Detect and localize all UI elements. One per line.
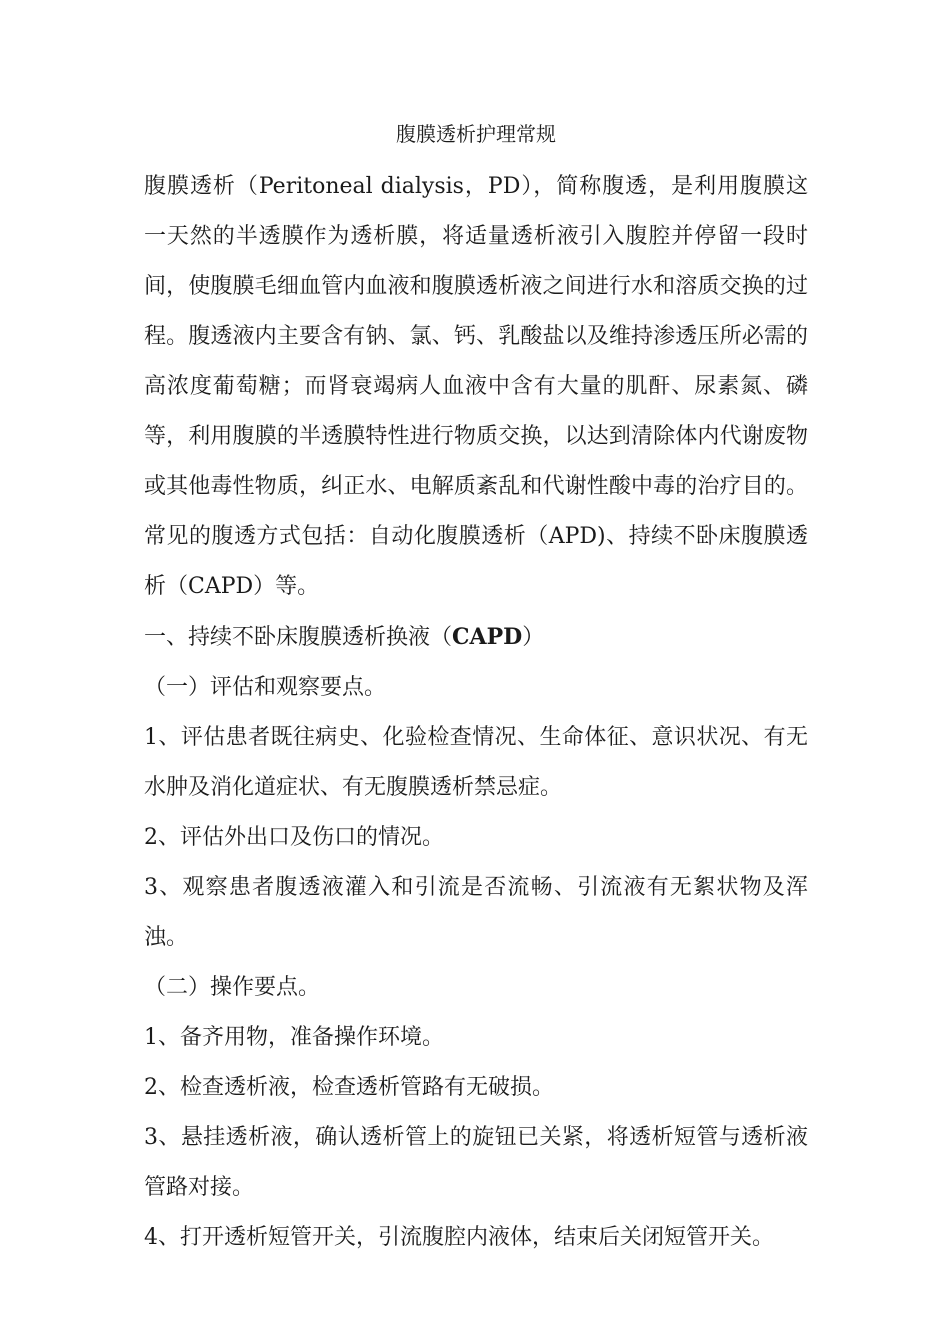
list-item: 2、评估外出口及伤口的情况。: [144, 825, 444, 850]
list-item: 2、检查透析液，检查透析管路有无破损。: [144, 1075, 554, 1100]
document-title: 腹膜透析护理常规: [396, 122, 556, 146]
list-item: 1、备齐用物，准备操作环境。: [144, 1025, 444, 1050]
section-heading-suffix: ）: [522, 625, 545, 650]
list-item: 1、评估患者既往病史、化验检查情况、生命体征、意识状况、有无水肿及消化道症状、有无腹膜透析禁忌症。: [144, 725, 808, 800]
section-heading-capd: [144, 612, 808, 663]
list-item: 3、悬挂透析液，确认透析管上的旋钮已关紧，将透析短管与透析液管路对接。: [144, 1125, 808, 1200]
list-item: 4、打开透析短管开关，引流腹腔内液体，结束后关闭短管开关。: [144, 1225, 774, 1250]
document-body: [144, 118, 808, 1263]
subsection-heading-operation: （二）操作要点。: [144, 975, 321, 1000]
subsection-heading-assessment: （一）评估和观察要点。: [144, 675, 387, 700]
list-item: 3、观察患者腹透液灌入和引流是否流畅、引流液有无絮状物及浑浊。: [144, 875, 808, 950]
intro-paragraph: 腹膜透析（Peritoneal dialysis，PD），简称腹透，是利用腹膜这一天然的半透膜作为透析膜，将适量透析液引入腹腔并停留一段时间，使腹膜毛细血管内血液和腹膜透析液之间进行水和溶质交换的过程。腹透液内主要含有钠、氯、钙、乳酸盐以及维持渗透压所必需的高浓度葡萄糖；而肾衰竭病人血液中含有大量的肌酐、尿素氮、磷等，利用腹膜的半透膜特性进行物质交换，以达到清除体内代谢废物或其他毒性物质，纠正水、电解质紊乱和代谢性酸中毒的治疗目的。常见的腹透方式包括：自动化腹膜透析（APD)、持续不卧床腹膜透析（CAPD）等。: [144, 174, 808, 599]
section-heading-bold: CAPD: [452, 624, 523, 650]
section-heading-prefix: 一、持续不卧床腹膜透析换液（: [144, 625, 453, 650]
